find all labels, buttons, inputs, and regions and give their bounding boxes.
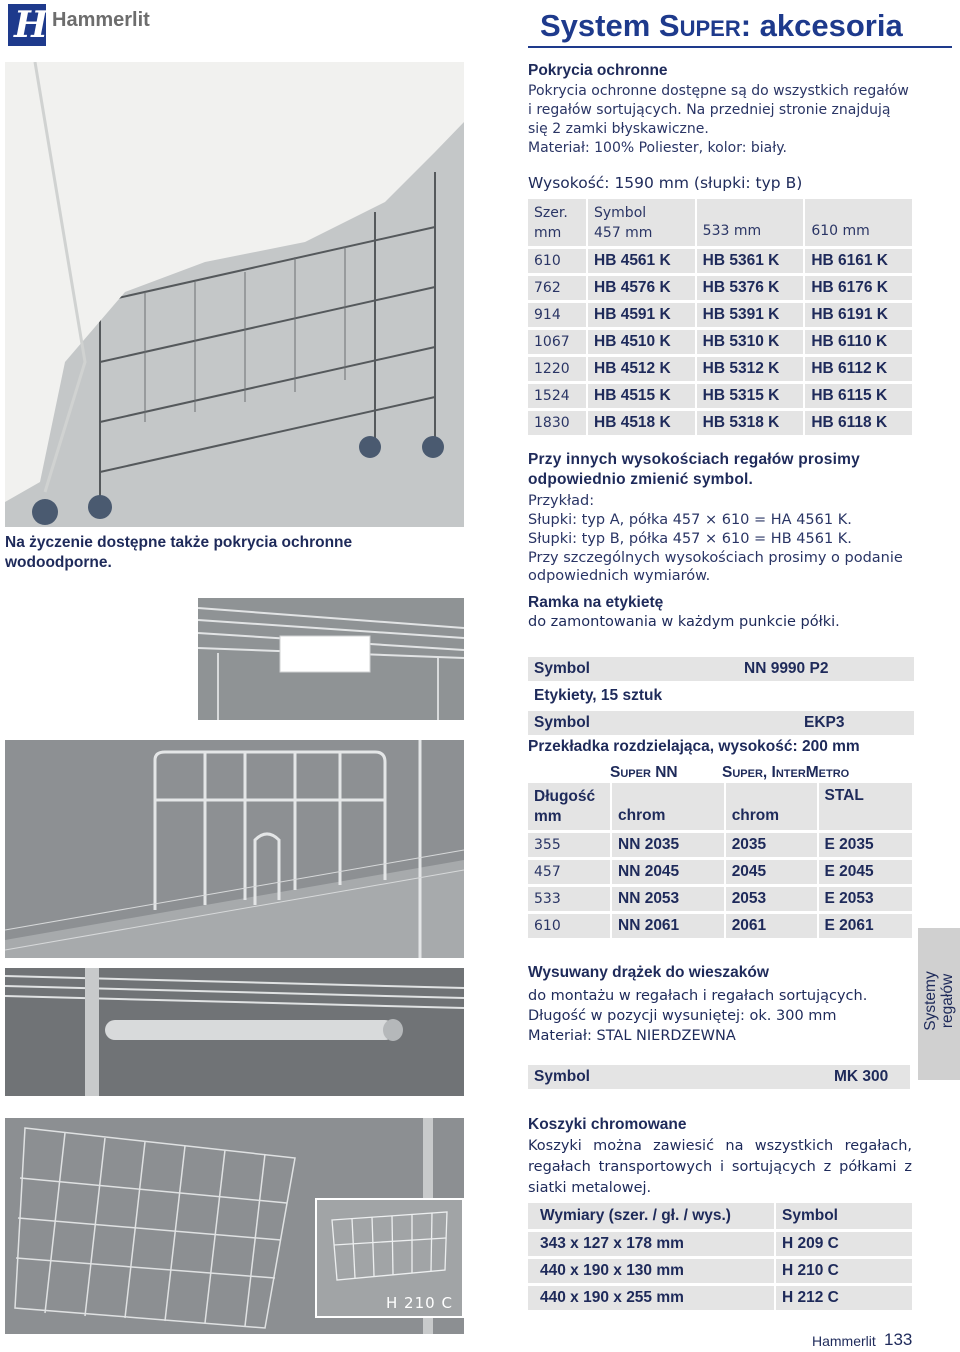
code-cell: HB 4515 K [586,384,695,408]
label-frame-table [528,654,914,738]
width-cell: 914 [528,303,586,327]
shelf-divider-photo [5,740,464,958]
code-cell: HB 4510 K [586,330,695,354]
table-row [528,357,912,381]
label-cell: Symbol [528,657,738,681]
label-frame-text: do zamontowania w każdym punkcie półki. [528,614,840,630]
covered-shelf-photo [5,62,464,527]
symbol-cell: H 212 C [774,1286,912,1310]
table-header-row [528,1203,912,1229]
width-cell: 610 [528,249,586,273]
label-frame-photo [198,598,464,720]
table-row [528,276,912,300]
example-line: Słupki: typ B, półka 457 × 610 = HB 4561 K. [528,531,852,547]
length-cell: 457 [528,860,610,884]
label-frame-heading: Ramka na etykietę [528,594,664,611]
table-row [528,711,914,735]
covers-heading: Pokrycia ochronne [528,62,668,79]
group-super-intermetro: Super, InterMetro [722,764,850,781]
code-cell: HB 6115 K [803,384,912,408]
hammerlit-logo [8,4,168,48]
page-title: System Super: akcesoria [540,8,903,43]
logo-name: Hammerlit [52,9,150,31]
table-row [528,887,912,911]
code-cell: HB 6112 K [803,357,912,381]
table-row [528,860,912,884]
code-cell: HB 6110 K [803,330,912,354]
table-row [528,1232,912,1256]
code-cell: HB 5315 K [695,384,804,408]
code-cell: HB 5376 K [695,276,804,300]
table-header-row [528,199,912,246]
rod-line: Materiał: STAL NIERDZEWNA [528,1028,736,1044]
chrom-header: chrom [724,783,817,830]
example-block [528,492,948,585]
table-row [528,249,912,273]
width-cell: 1524 [528,384,586,408]
covers-table [528,196,912,438]
code-cell: HB 6191 K [803,303,912,327]
side-tab-line: Systemy [922,971,939,1031]
table-row [528,684,914,708]
chrom-header: chrom [610,783,724,830]
dims-header: Wymiary (szer. / gł. / wys.) [528,1203,774,1229]
symbol-cell: H 210 C [774,1259,912,1283]
depth-header-610: 610 mm [803,199,912,246]
stal-header: STAL [817,783,913,830]
dims-cell: 343 x 127 x 178 mm [528,1232,774,1256]
label-cell: Symbol [528,1065,828,1089]
table-row [528,914,912,938]
side-tab-line: regałów [939,973,956,1029]
basket-table [528,1200,912,1313]
code-cell: 2053 [724,887,817,911]
code-cell: HB 5312 K [695,357,804,381]
value-cell: MK 300 [828,1065,910,1089]
value-cell [738,684,914,708]
code-cell: HB 5391 K [695,303,804,327]
length-cell: 610 [528,914,610,938]
covers-description [528,82,948,158]
logo-mark-icon: H [8,4,46,46]
code-cell: HB 5310 K [695,330,804,354]
rod-line: do montażu w regałach i regałach sortujących. [528,988,868,1004]
code-cell: HB 4518 K [586,411,695,435]
code-cell: HB 6118 K [803,411,912,435]
symbol-cell: H 209 C [774,1232,912,1256]
height-change-note: Przy innych wysokościach regałów prosimy odpowiednio zmienić symbol. [528,451,860,488]
table-row [528,303,912,327]
label-cell: Etykiety, 15 sztuk [528,684,738,708]
rod-heading: Wysuwany drążek do wieszaków [528,964,769,981]
code-cell: HB 4576 K [586,276,695,300]
baskets-description: Koszyki można zawiesić na wszystkich regałach, regałach transportowych i sortujących z półkami z siatki metalowej. [528,1138,912,1196]
dims-cell: 440 x 190 x 255 mm [528,1286,774,1310]
code-cell: E 2053 [817,887,913,911]
footer-brand: Hammerlit [812,1333,876,1349]
baskets-heading: Koszyki chromowane [528,1116,687,1133]
code-cell: E 2045 [817,860,913,884]
length-cell: 533 [528,887,610,911]
code-cell: 2045 [724,860,817,884]
code-cell: NN 2045 [610,860,724,884]
code-cell: HB 4591 K [586,303,695,327]
code-cell: HB 4561 K [586,249,695,273]
example-line: Słupki: typ A, półka 457 × 610 = HA 4561 K. [528,512,852,528]
length-cell: 355 [528,833,610,857]
code-cell: HB 6176 K [803,276,912,300]
width-column-header: Szer. mm [528,199,586,246]
covers-line: Pokrycia ochronne dostępne są do wszystkich regałów [528,83,909,99]
table-row [528,657,914,681]
rod-description [528,986,948,1046]
covers-line: Materiał: 100% Poliester, kolor: biały. [528,140,787,156]
code-cell: E 2035 [817,833,913,857]
width-cell: 1830 [528,411,586,435]
dims-cell: 440 x 190 x 130 mm [528,1259,774,1283]
table-row [528,1065,910,1089]
divider-heading: Przekładka rozdzielająca, wysokość: 200 mm [528,738,860,755]
table-row [528,1259,912,1283]
code-cell: 2061 [724,914,817,938]
code-cell: HB 4512 K [586,357,695,381]
width-cell: 1220 [528,357,586,381]
height-heading: Wysokość: 1590 mm (słupki: typ B) [528,174,803,192]
value-cell: NN 9990 P2 [738,657,914,681]
table-header-row [528,783,912,830]
table-row [528,1286,912,1310]
section-side-tab [918,928,960,1080]
length-column-header: Długość mm [528,783,610,830]
code-cell: NN 2035 [610,833,724,857]
covers-line: i regałów sortujących. Na przedniej stronie znajdują [528,102,891,118]
code-cell: HB 5361 K [695,249,804,273]
code-cell: 2035 [724,833,817,857]
table-row [528,330,912,354]
value-cell: EKP3 [738,711,914,735]
rod-line: Długość w pozycji wysuniętej: ok. 300 mm [528,1008,837,1024]
example-line: Przy szczególnych wysokościach prosimy o podanie odpowiednich wymiarów. [528,550,903,584]
header-rule [528,46,952,48]
depth-header-533: 533 mm [695,199,804,246]
table-row [528,411,912,435]
code-cell: NN 2061 [610,914,724,938]
table-row [528,384,912,408]
table-row [528,833,912,857]
code-cell: E 2061 [817,914,913,938]
basket-inset-label: H 210 C [386,1294,453,1312]
depth-header-457: Symbol 457 mm [586,199,695,246]
label-cell: Symbol [528,711,738,735]
width-cell: 1067 [528,330,586,354]
symbol-header: Symbol [774,1203,912,1229]
group-super-nn: Super NN [610,764,678,781]
code-cell: NN 2053 [610,887,724,911]
divider-table [528,780,912,941]
page-number: 133 [884,1330,913,1349]
width-cell: 762 [528,276,586,300]
example-line: Przykład: [528,493,595,509]
rod-table [528,1062,910,1092]
cover-photo-caption: Na życzenie dostępne także pokrycia ochronne wodoodporne. [5,534,353,571]
hanger-rod-photo [5,968,464,1096]
covers-line: się 2 zamki błyskawiczne. [528,121,709,137]
code-cell: HB 5318 K [695,411,804,435]
code-cell: HB 6161 K [803,249,912,273]
